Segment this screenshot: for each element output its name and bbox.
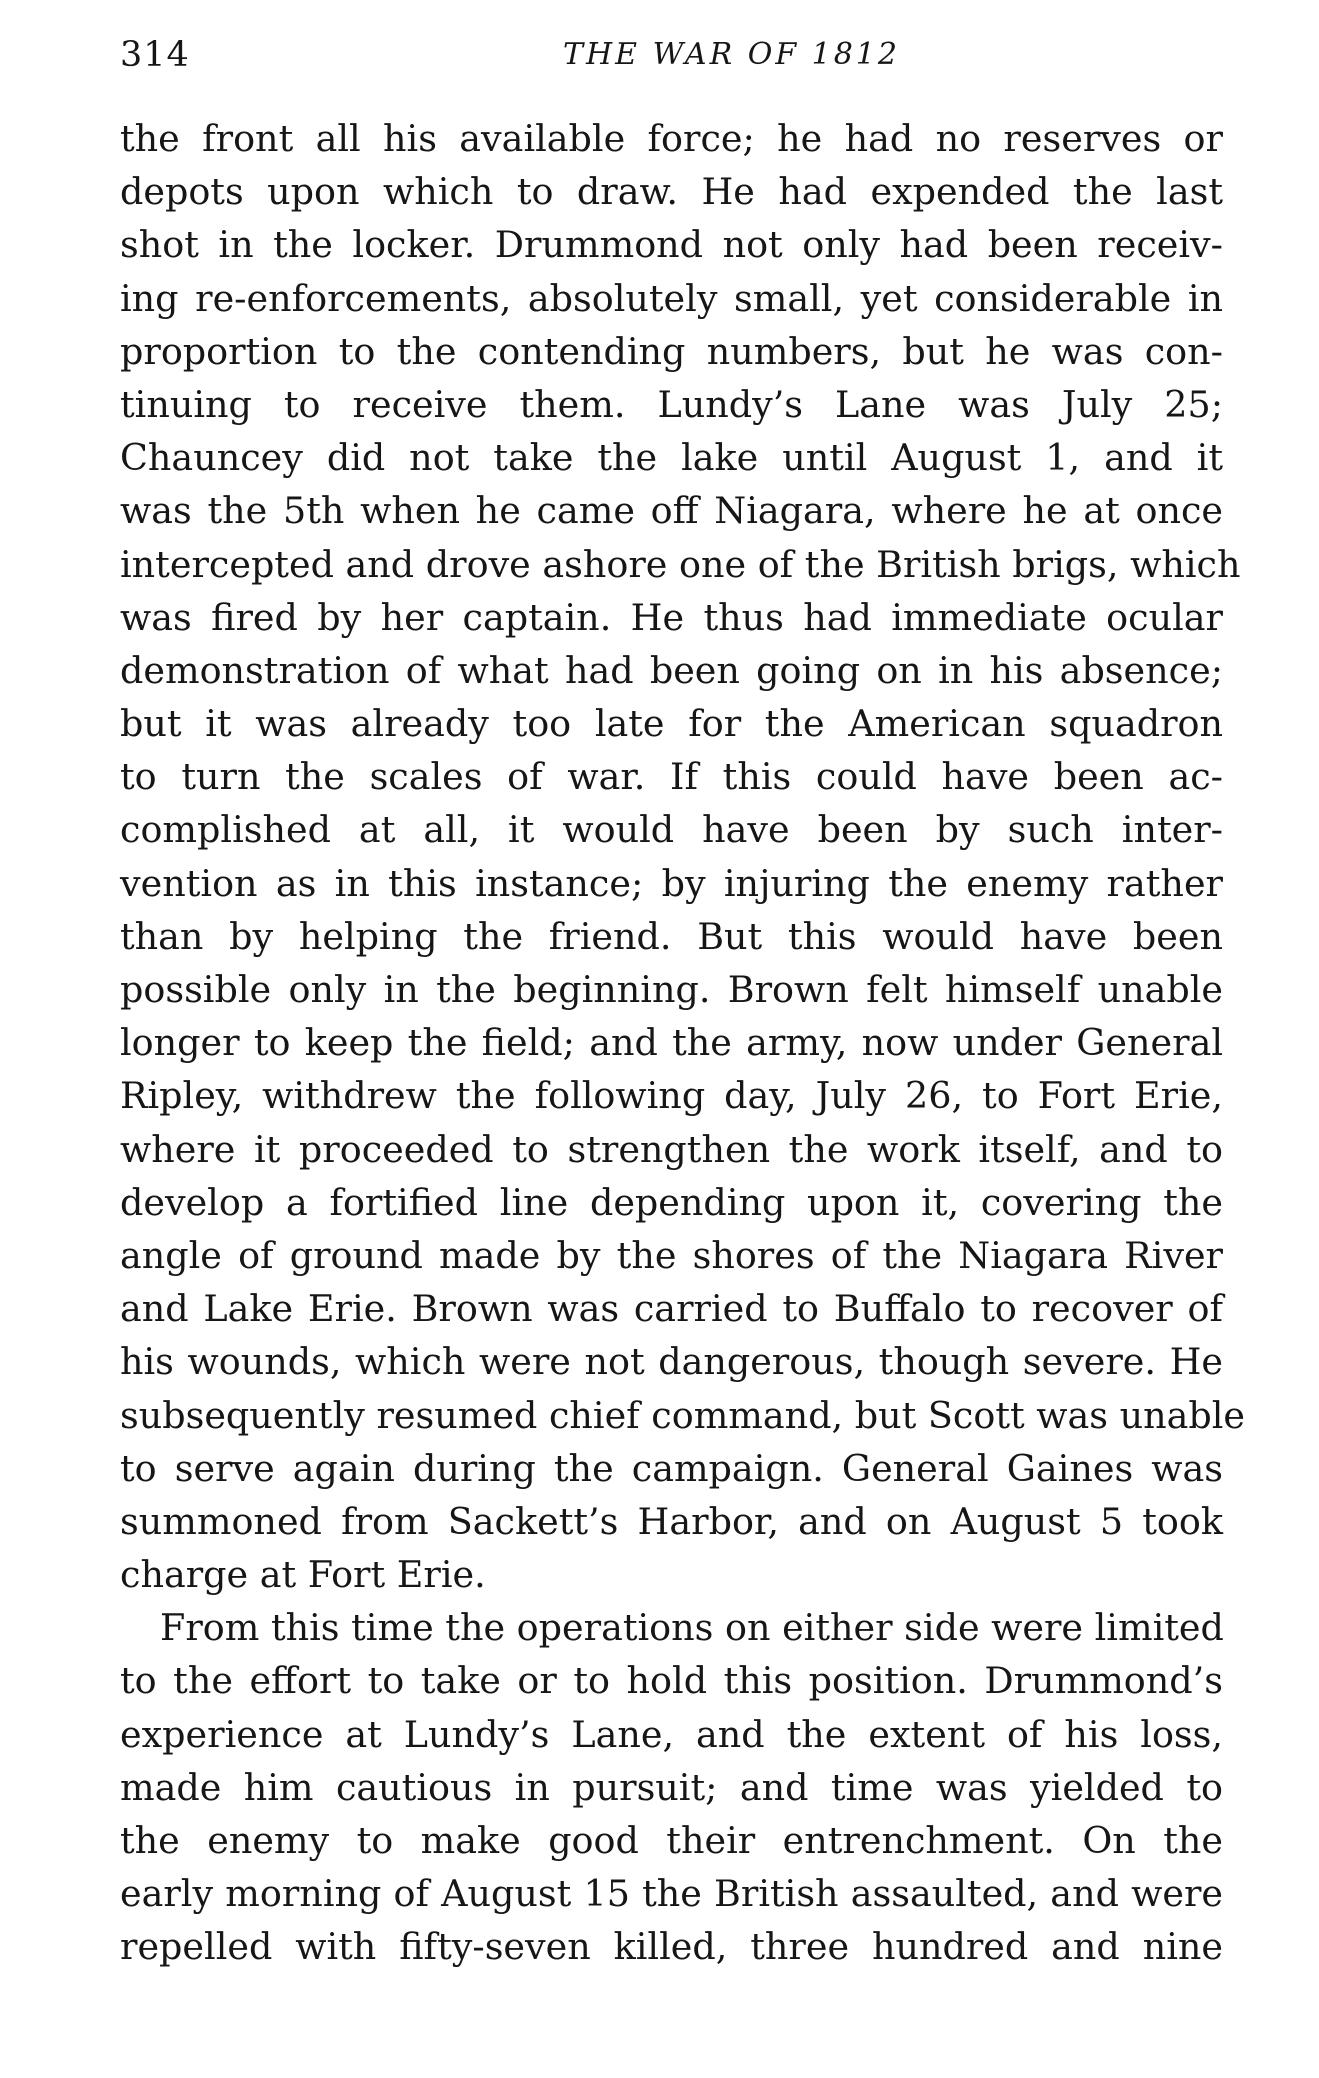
text-line: vention as in this instance; by injuring the enemy rather [120,861,1223,905]
text-line: From this time the operations on either side were limited [160,1606,1224,1650]
page-number: 314 [120,35,190,75]
text-line: complished at all, it would have been by such inter- [120,808,1223,852]
text-line: angle of ground made by the shores of the Niagara River [120,1233,1223,1277]
text-line: to serve again during the campaign. General Gaines was [120,1446,1223,1490]
text-line: depots upon which to draw. He had expended the last [120,170,1223,214]
text-line: proportion to the contending numbers, but he was con- [120,329,1223,373]
text-line: Chauncey did not take the lake until August 1, and it [120,436,1223,480]
text-line: but it was already too late for the American squadron [120,702,1223,746]
text-line: charge at Fort Erie. [120,1553,486,1597]
running-head [120,30,1223,80]
text-line: where it proceeded to strengthen the work itself, and to [120,1127,1223,1171]
text-line: ing re-enforcements, absolutely small, yet considerable in [120,276,1223,320]
text-line: than by helping the friend. But this would have been [120,914,1223,958]
running-title: THE WAR OF 1812 [562,37,901,72]
text-line: tinuing to receive them. Lundy’s Lane was July 25; [120,382,1223,426]
text-line: was fired by her captain. He thus had immediate ocular [120,595,1223,639]
text-line: experience at Lundy’s Lane, and the extent of his loss, [120,1712,1223,1756]
text-line: and Lake Erie. Brown was carried to Buffalo to recover of [120,1287,1223,1331]
text-line: intercepted and drove ashore one of the British brigs, which [120,542,1241,586]
text-line: his wounds, which were not dangerous, though severe. He [120,1340,1223,1384]
body-text [120,112,1246,1974]
text-line: Ripley, withdrew the following day, July 26, to Fort Erie, [120,1074,1223,1118]
text-line: early morning of August 15 the British assaulted, and were [120,1872,1223,1916]
text-line: summoned from Sackett’s Harbor, and on August 5 took [120,1499,1223,1543]
text-line: was the 5th when he came off Niagara, where he at once [120,489,1223,533]
text-line: repelled with fifty-seven killed, three hundred and nine [120,1925,1223,1969]
text-line: to turn the scales of war. If this could have been ac- [120,755,1223,799]
text-line: the front all his available force; he had no reserves or [120,117,1223,160]
text-line: longer to keep the field; and the army, now under General [120,1021,1223,1065]
text-line: to the effort to take or to hold this position. Drummond’s [120,1659,1223,1703]
paragraph [120,1601,1223,1973]
text-line: the enemy to make good their entrenchment. On the [120,1819,1223,1862]
text-line: subsequently resumed chief command, but Scott was unable [120,1393,1246,1437]
text-line: shot in the locker. Drummond not only had been receiv- [120,223,1223,267]
text-line: made him cautious in pursuit; and time was yielded to [120,1765,1223,1809]
text-line: demonstration of what had been going on in his absence; [120,648,1223,692]
paragraph [120,112,1246,1601]
text-line: develop a fortified line depending upon it, covering the [120,1180,1223,1224]
text-line: possible only in the beginning. Brown felt himself unable [120,968,1223,1011]
